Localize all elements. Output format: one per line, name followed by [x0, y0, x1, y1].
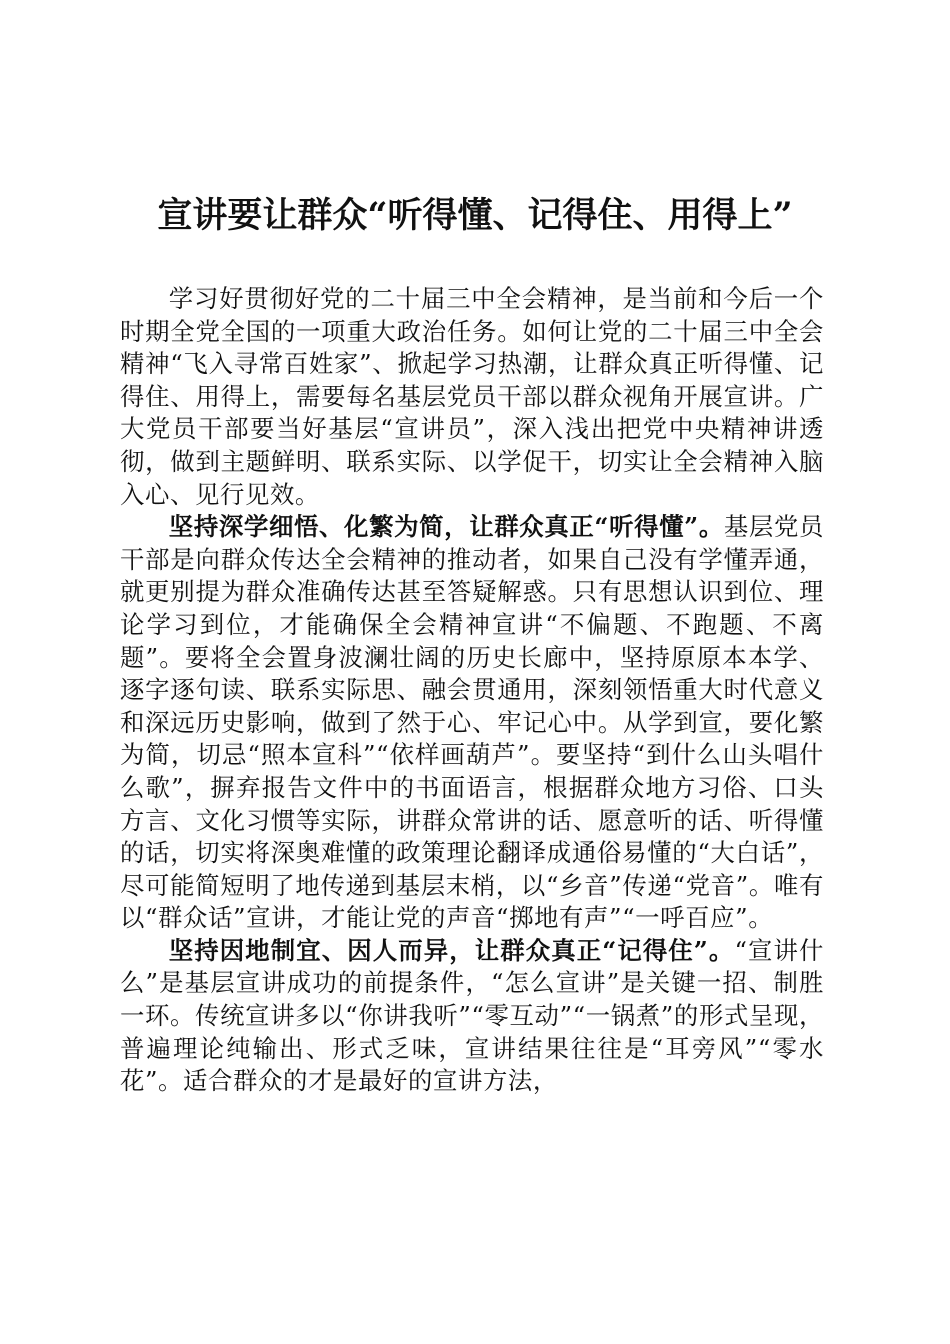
paragraph-text: “宣讲什么”是基层宣讲成功的前提条件，“怎么宣讲”是关键一招、制胜一环。传统宣讲多以“你讲我听”“零互动”“一锅煮”的形式呈现，普遍理论纯输出、形式乏味，宣讲结果往往是“耳旁风”“零水花”。适合群众的才是最好的宣讲方法，	[120, 935, 824, 1096]
paragraph-remember	[120, 935, 824, 1098]
paragraph-text: 学习好贯彻好党的二十届三中全会精神，是当前和今后一个时期全党全国的一项重大政治任务。如何让党的二十届三中全会精神“飞入寻常百姓家”、掀起学习热潮，让群众真正听得懂、记得住、用得上，需要每名基层党员干部以群众视角开展宣讲。广大党员干部要当好基层“宣讲员”，深入浅出把党中央精神讲透彻，做到主题鲜明、联系实际、以学促干，切实让全会精神入脑入心、见行见效。	[120, 284, 824, 509]
paragraph-text: 基层党员干部是向群众传达全会精神的推动者，如果自己没有学懂弄通，就更别提为群众准确传达甚至答疑解惑。只有思想认识到位、理论学习到位，才能确保全会精神宣讲“不偏题、不跑题、不离题”。要将全会置身波澜壮阔的历史长廊中，坚持原原本本学、逐字逐句读、联系实际思、融会贯通用，深刻领悟重大时代意义和深远历史影响，做到了然于心、牢记心中。从学到宣，要化繁为简，切忌“照本宣科”“依样画葫芦”。要坚持“到什么山头唱什么歌”，摒弃报告文件中的书面语言，根据群众地方习俗、口头方言、文化习惯等实际，讲群众常讲的话、愿意听的话、听得懂的话，切实将深奥难懂的政策理论翻译成通俗易懂的“大白话”，尽可能简短明了地传递到基层末梢，以“乡音”传递“党音”。唯有以“群众话”宣讲，才能让党的声音“掷地有声”“一呼百应”。	[120, 512, 824, 933]
paragraph-lead-heading: 坚持深学细悟、化繁为简，让群众真正“听得懂”。	[168, 512, 724, 542]
document-body	[120, 283, 824, 1098]
paragraph-understand	[120, 511, 824, 935]
document-title: 宣讲要让群众“听得懂、记得住、用得上”	[157, 195, 793, 237]
paragraph-lead-heading: 坚持因地制宜、因人而异，让群众真正“记得住”。	[168, 935, 735, 965]
paragraph-intro	[120, 283, 824, 511]
